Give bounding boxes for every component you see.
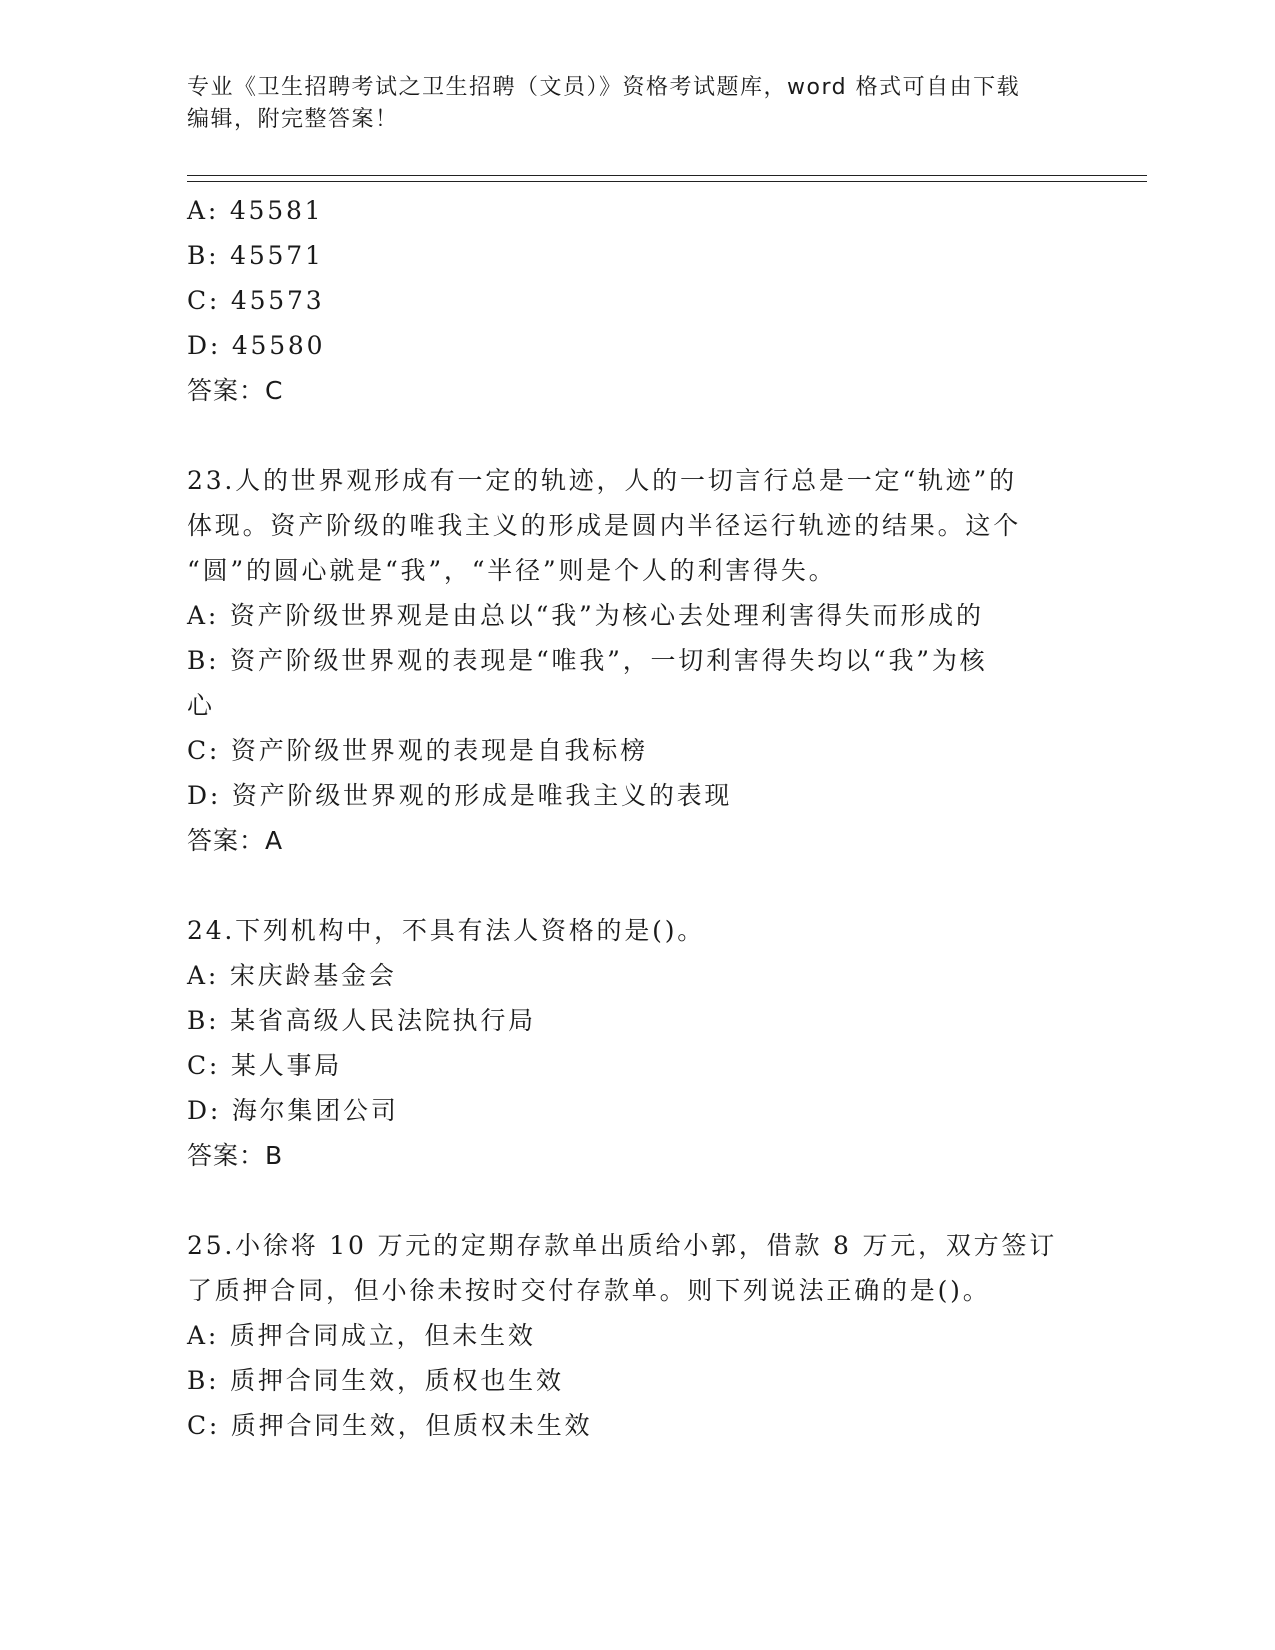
q22-option-d: D: 45580 bbox=[187, 331, 326, 360]
q23-option-c: C: 资产阶级世界观的表现是自我标榜 bbox=[187, 736, 648, 765]
q22-option-a: A: 45581 bbox=[187, 196, 324, 225]
q23-option-a: A: 资产阶级世界观是由总以“我”为核心去处理利害得失而形成的 bbox=[187, 601, 984, 630]
q25-stem-line-1: 25.小徐将 10 万元的定期存款单出质给小郭，借款 8 万元，双方签订 bbox=[187, 1231, 1058, 1260]
q23-stem-line-2: 体现。资产阶级的唯我主义的形成是圆内半径运行轨迹的结果。这个 bbox=[187, 511, 1022, 540]
spacer bbox=[187, 863, 1087, 908]
header-line-2: 编辑，附完整答案！ bbox=[187, 107, 399, 132]
question-22 bbox=[187, 188, 1087, 413]
spacer bbox=[187, 1178, 1087, 1223]
header-divider-bottom bbox=[187, 181, 1147, 182]
question-content bbox=[187, 188, 1087, 1448]
q23-option-b-cont: 心 bbox=[187, 691, 215, 720]
q25-option-a: A: 质押合同成立，但未生效 bbox=[187, 1321, 536, 1350]
question-23 bbox=[187, 458, 1087, 863]
q24-option-d: D: 海尔集团公司 bbox=[187, 1096, 399, 1125]
q24-answer: 答案：B bbox=[187, 1141, 284, 1170]
q22-answer: 答案：C bbox=[187, 376, 284, 405]
q23-option-b: B: 资产阶级世界观的表现是“唯我”，一切利害得失均以“我”为核 bbox=[187, 646, 988, 675]
q23-stem-line-3: “圆”的圆心就是“我”，“半径”则是个人的利害得失。 bbox=[187, 556, 837, 585]
q22-option-b: B: 45571 bbox=[187, 241, 324, 270]
document-header bbox=[187, 72, 1067, 136]
q24-stem-line-1: 24.下列机构中，不具有法人资格的是()。 bbox=[187, 916, 706, 945]
q25-stem-line-2: 了质押合同，但小徐未按时交付存款单。则下列说法正确的是()。 bbox=[187, 1276, 991, 1305]
question-25 bbox=[187, 1223, 1087, 1448]
q24-option-b: B: 某省高级人民法院执行局 bbox=[187, 1006, 536, 1035]
q25-option-c: C: 质押合同生效，但质权未生效 bbox=[187, 1411, 593, 1440]
header-line-1: 专业《卫生招聘考试之卫生招聘（文员）》资格考试题库，word 格式可自由下载 bbox=[187, 75, 1021, 100]
q23-stem-line-1: 23.人的世界观形成有一定的轨迹，人的一切言行总是一定“轨迹”的 bbox=[187, 466, 1017, 495]
q24-option-c: C: 某人事局 bbox=[187, 1051, 343, 1080]
q25-option-b: B: 质押合同生效，质权也生效 bbox=[187, 1366, 564, 1395]
question-24 bbox=[187, 908, 1087, 1178]
header-divider-top bbox=[187, 175, 1147, 176]
q24-option-a: A: 宋庆龄基金会 bbox=[187, 961, 397, 990]
spacer bbox=[187, 413, 1087, 458]
q22-option-c: C: 45573 bbox=[187, 286, 325, 315]
q23-option-d: D: 资产阶级世界观的形成是唯我主义的表现 bbox=[187, 781, 733, 810]
q23-answer: 答案：A bbox=[187, 826, 284, 855]
